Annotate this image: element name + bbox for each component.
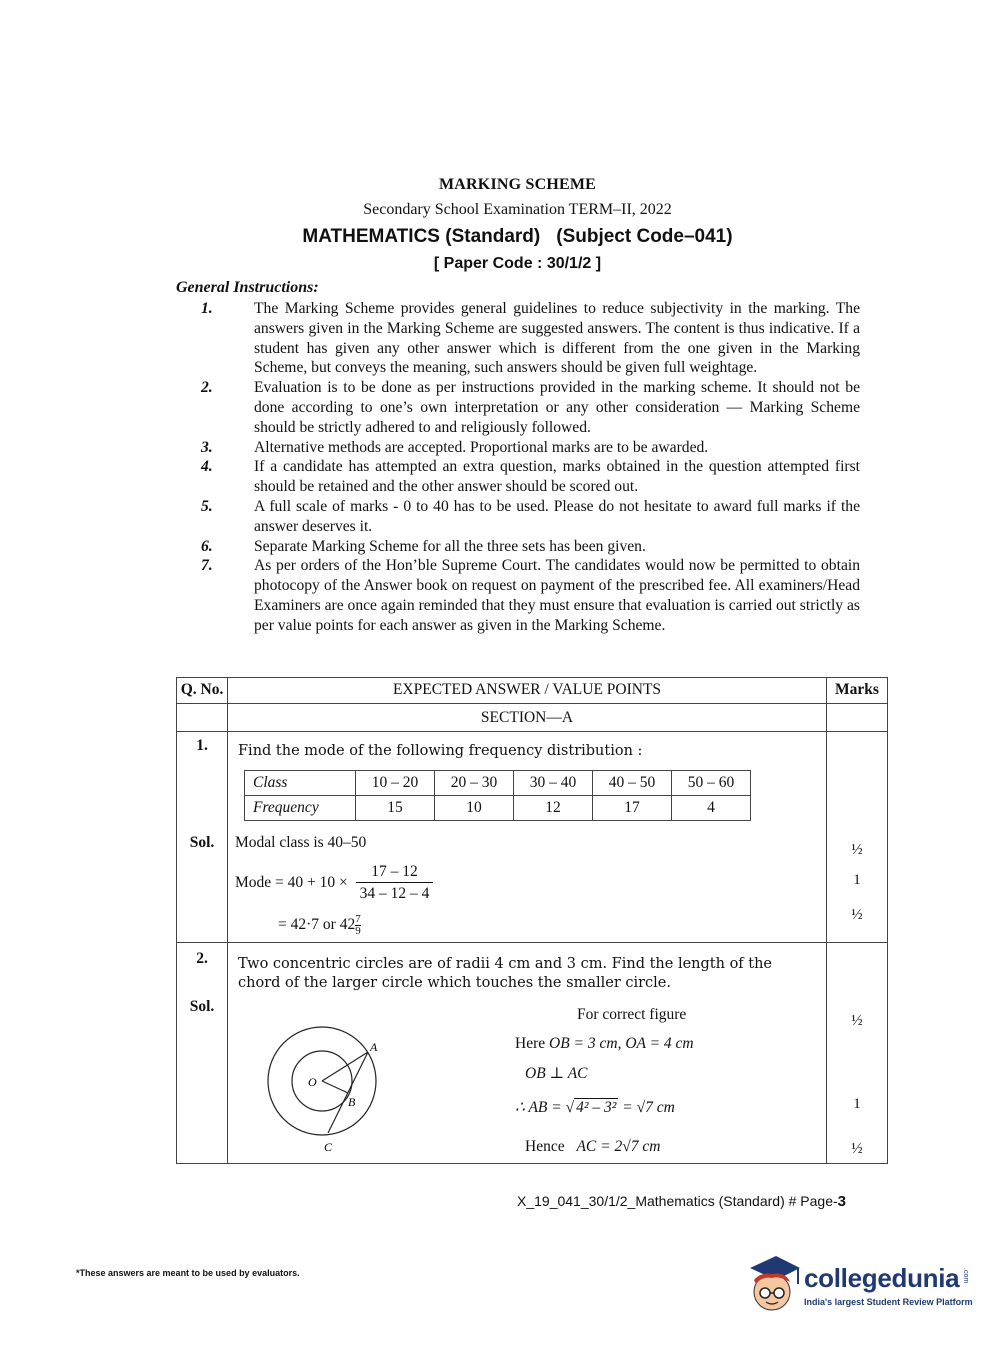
q2-question: Two concentric circles are of radii 4 cm and 3 cm. Find the length of the chord of the larger circle which touches the smaller circle.	[238, 956, 773, 991]
q1-modal-class: Modal class is 40–50	[235, 834, 367, 851]
class-row	[245, 771, 751, 796]
figure-note: For correct figure	[577, 1006, 687, 1023]
instruction-number: 6.	[201, 537, 213, 555]
page-footer-code	[517, 1193, 846, 1210]
instruction-item	[176, 537, 860, 557]
mode-prefix: Mode = 40 + 10 ×	[235, 874, 348, 892]
concentric-circles-figure	[264, 1026, 394, 1161]
q2-given	[515, 1035, 694, 1053]
instruction-item	[176, 438, 860, 458]
q2-number-cell	[177, 943, 228, 1164]
q2-sol-label: Sol.	[189, 998, 215, 1015]
frequency-table	[244, 770, 751, 821]
instructions-list	[176, 299, 860, 636]
frequency-cell: 17	[593, 796, 672, 821]
subject-title	[0, 226, 1002, 248]
question-row	[177, 943, 888, 1164]
q2-number: 2.	[196, 950, 208, 967]
q2-conclusion	[525, 1138, 660, 1156]
instruction-text: Evaluation is to be done as per instructions provided in the marking scheme. It should not be done according to one’s own interpretation or any other consideration — Marking Scheme should be strictly adhered to and religiously followed.	[254, 379, 860, 436]
instruction-item	[176, 457, 860, 497]
q2-mark: ½	[851, 1013, 863, 1029]
label-c: C	[324, 1140, 333, 1154]
answer-table	[176, 677, 888, 1164]
q1-number-cell	[177, 732, 228, 943]
q1-mark: ½	[851, 842, 863, 858]
frequency-cell: 15	[356, 796, 435, 821]
section-marks-cell	[827, 704, 888, 732]
label-o: O	[308, 1075, 317, 1089]
exam-name: Secondary School Examination TERM–II, 2022	[363, 201, 672, 218]
footer-code-text: X_19_041_30/1/2_Mathematics (Standard) # Page-	[517, 1193, 838, 1209]
result-fraction	[355, 914, 361, 937]
section-title: SECTION—A	[228, 704, 827, 732]
collegedunia-mascot-icon	[742, 1250, 804, 1316]
header-marks: Marks	[827, 678, 888, 704]
instruction-item	[176, 497, 860, 537]
q2-answer-cell	[228, 943, 827, 1164]
section-qno-cell	[177, 704, 228, 732]
q1-number: 1.	[196, 737, 208, 754]
header-answer: EXPECTED ANSWER / VALUE POINTS	[228, 678, 827, 704]
ab-radicand: 4² – 3²	[576, 1099, 617, 1116]
logo-dotcom: .com	[962, 1268, 969, 1284]
class-label: Class	[245, 771, 356, 796]
instruction-number: 4.	[201, 458, 213, 476]
subject-code: (Subject Code–041)	[556, 226, 733, 247]
instruction-text: Separate Marking Scheme for all the three sets has been given.	[254, 537, 646, 555]
q2-mark: ½	[851, 1141, 863, 1157]
scheme-title: MARKING SCHEME	[438, 176, 597, 193]
q1-sol-label: Sol.	[189, 834, 215, 851]
mode-fraction	[356, 862, 434, 905]
q2-mark: 1	[853, 1096, 861, 1112]
result-frac-num: 7	[355, 913, 361, 925]
glasses-right	[774, 1288, 784, 1298]
q1-marks-cell	[827, 732, 888, 943]
instruction-number: 2.	[201, 379, 213, 397]
q1-answer-cell	[228, 732, 827, 943]
radius-ob	[322, 1081, 348, 1093]
class-cell: 50 – 60	[672, 771, 751, 796]
subject-name: MATHEMATICS (Standard)	[302, 226, 541, 247]
q2-marks-cell	[827, 943, 888, 1164]
ab-prefix: ∴ AB =	[515, 1099, 562, 1116]
logo-tagline: India's largest Student Review Platform	[804, 1297, 973, 1307]
table-header-row	[177, 678, 888, 704]
q2-ab-calculation	[515, 1098, 675, 1117]
q1-question: Find the mode of the following frequency distribution :	[238, 743, 643, 759]
label-a: A	[370, 1040, 378, 1054]
instruction-number: 1.	[201, 300, 213, 317]
frequency-row	[245, 796, 751, 821]
sqrt-sign: √	[565, 1099, 575, 1116]
label-b: B	[348, 1095, 356, 1109]
logo-wordmark: collegedunia	[804, 1263, 960, 1293]
frequency-cell: 4	[672, 796, 751, 821]
frequency-label: Frequency	[245, 796, 356, 821]
q1-mark: ½	[851, 907, 863, 923]
instruction-text: The Marking Scheme provides general guidelines to reduce subjectivity in the marking. The answers given in the Marking Scheme are suggested answers. The content is thus indicative. If a student has given any other answer which is different from the one given in the Marking Scheme, but conveys the meaning, such answers should be given full weightage.	[254, 300, 860, 377]
section-row	[177, 704, 888, 732]
ab-result: = √7 cm	[622, 1099, 675, 1116]
ob-value: OB = 3 cm,	[549, 1035, 622, 1052]
q1-mode-formula	[235, 862, 433, 905]
frequency-cell: 10	[435, 796, 514, 821]
instruction-text: Alternative methods are accepted. Proportional marks are to be awarded.	[254, 438, 709, 456]
ac-value: AC = 2√7 cm	[576, 1138, 661, 1155]
q1-result	[278, 914, 361, 937]
instruction-number: 7.	[201, 557, 213, 575]
instruction-item	[176, 299, 860, 378]
evaluator-note: *These answers are meant to be used by evaluators.	[76, 1268, 300, 1278]
class-cell: 10 – 20	[356, 771, 435, 796]
class-cell: 20 – 30	[435, 771, 514, 796]
oa-value: OA = 4 cm	[625, 1035, 694, 1052]
class-cell: 30 – 40	[514, 771, 593, 796]
page-number: 3	[837, 1193, 846, 1210]
here-label: Here	[515, 1035, 546, 1052]
instruction-item	[176, 556, 860, 635]
result-prefix: = 42·7 or 42	[278, 916, 356, 934]
instruction-text: If a candidate has attempted an extra question, marks obtained in the question attempted first should be retained and the other answer should be scored out.	[254, 458, 860, 496]
frequency-cell: 12	[514, 796, 593, 821]
question-row	[177, 732, 888, 943]
q1-mark: 1	[853, 872, 861, 888]
mode-denominator: 34 – 12 – 4	[359, 885, 430, 902]
result-frac-den: 9	[355, 925, 361, 937]
header-qno: Q. No.	[177, 678, 228, 704]
instruction-number: 3.	[201, 438, 213, 456]
mode-numerator: 17 – 12	[356, 862, 434, 883]
paper-code: [ Paper Code : 30/1/2 ]	[433, 255, 602, 272]
hence-label: Hence	[525, 1138, 565, 1155]
instruction-text: As per orders of the Hon’ble Supreme Court. The candidates would now be permitted to obtain photocopy of the Answer book on request on payment of the prescribed fee. All examiners/Head Examiners are once again reminded that they must ensure that evaluation is carried out strictly as per value points for each answer as given in the Marking Scheme.	[254, 557, 860, 634]
instruction-number: 5.	[201, 497, 213, 515]
q2-perpendicular: OB ⊥ AC	[525, 1065, 588, 1082]
glasses-left	[760, 1288, 770, 1298]
instruction-text: A full scale of marks - 0 to 40 has to be used. Please do not hesitate to award full marks if the answer deserves it.	[254, 497, 860, 535]
class-cell: 40 – 50	[593, 771, 672, 796]
instructions-title: General Instructions:	[176, 279, 319, 296]
instruction-item	[176, 378, 860, 437]
